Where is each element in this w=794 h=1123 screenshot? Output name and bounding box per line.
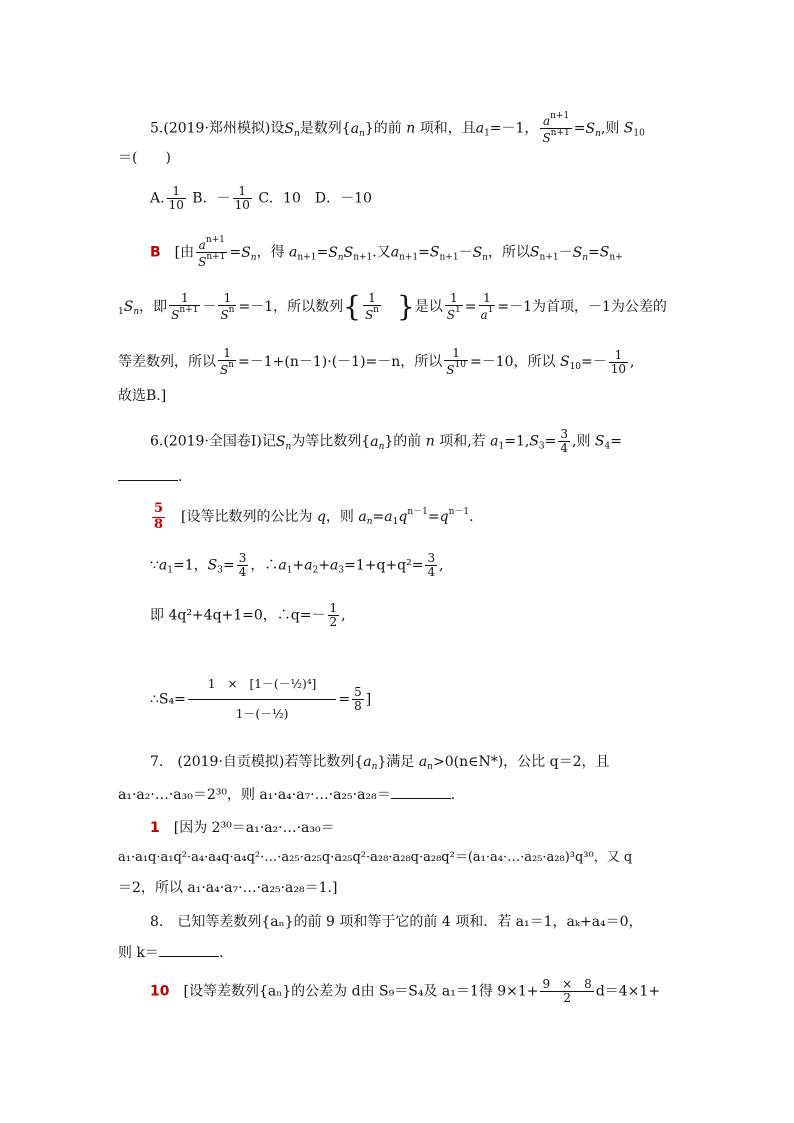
q5-solution-line4: 故选B.] xyxy=(118,388,167,404)
q6-solution-line3: 即 4q²+4q+1=0，∴q=－ $\frac{1}{2}$ , xyxy=(150,601,346,630)
q5-stem-line1: 5.(2019·郑州模拟)设$S_n$是数列$\{a_n\}$的前 n 项和，且$a_1=-1$， $\frac{a^{n+1}}{S^{n+1}}$ $=S_n$,则 $S_{10}$ xyxy=(150,111,645,146)
q5-paren: ＝( ) xyxy=(118,150,171,166)
q7-stem-line2: a₁·a₂·…·a₃₀＝2³⁰，则 a₁·a₄·a₇·…·a₂₅·a₂₈＝ . xyxy=(118,784,455,805)
answer-label: $\frac{5}{8}$ xyxy=(154,501,164,532)
fraction: $\frac{a^{n+1}}{S^{n+1}}$ xyxy=(542,111,570,146)
q7-solution-line3: ＝2，所以 a₁·a₄·a₇·…·a₂₅·a₂₈＝1.] xyxy=(118,880,338,896)
q6-solution-line4: ∴S₄= $\frac{\text{1 × [1－(－½)⁴]}}{\text{1－(－½)}}$ = $\frac{5}{8}$ ] xyxy=(150,670,371,729)
q6-stem: 6.(2019·全国卷Ⅰ)记$S_n$为等比数列$\{a_n\}$的前 n 项和,若 $a_1=1,S_3=$ $\frac{3}{4}$ ,则 $S_4=$ xyxy=(150,427,622,456)
answer-label: 1 xyxy=(150,820,160,836)
q6-solution-line2: $\because a_1=1$，$S_3=$ $\frac{3}{4}$ ，$\therefore a_1+a_2+a_3=1+q+q^2=$ $\frac{3}{4}$ , xyxy=(150,551,444,580)
q7-solution-line1: 1 [因为 2³⁰＝a₁·a₂·…·a₃₀＝ xyxy=(150,820,335,836)
q5-solution-line1: B [由 $\frac{a^{n+1}}{S^{n+1}}$ $=S_n$，得 $a_{n+1}=S_nS_{n+1}$.又$a_{n+1}=S_{n+1}-S_n$，所以$S_{n+1}-S_n=S_{n+}$ xyxy=(150,235,623,270)
q8-stem-line2: 则 k＝ . xyxy=(118,942,223,963)
q8-stem-line1: 8. 已知等差数列{aₙ}的前 9 项和等于它的前 4 项和．若 a₁＝1，aₖ+a₄＝0， xyxy=(150,914,643,930)
q7-solution-line2: a₁·a₁q·a₁q²·a₄·a₄q·a₄q²·…·a₂₅·a₂₅q·a₂₅q²·a₂₈·a₂₈q·a₂₈q²＝(a₁·a₄·…·a₂₅·a₂₈)³q³⁰，又 q xyxy=(118,850,633,865)
q6-solution-line1: $\frac{5}{8}$ [设等比数列的公比为 q，则 $a_n=a_1q^{n-1}=q^{n-1}$. xyxy=(154,501,474,532)
q7-stem-line1: 7. (2019·自贡模拟)若等比数列$\{a_n\}$满足 $a_n>0(n\in N*)$，公比 q＝2，且 xyxy=(150,754,610,772)
answer-label: 10 xyxy=(150,983,170,1000)
q5-solution-line3: 等差数列，所以 $\frac{1}{S^n}$ =－1+(n－1)·(－1)=－n，所以 $\frac{1}{S^{10}}$ =－10，所以 $S_{10}=-$ $\frac{1}{10}$ , xyxy=(118,346,635,378)
q5-solution-line2: $_1S_n$，即 $\frac{1}{S^{n+1}}$ － $\frac{1}{S^n}$ =－1，所以数列{ $\frac{1}{S^n}$ }是以 $\frac{1}{S^1}$ = $\frac{1}{a^1}$ =－1为首项，－1为公差的 xyxy=(118,290,667,324)
answer-label: B xyxy=(150,244,161,261)
q5-options: A. $\frac{1}{10}$ B．－ $\frac{1}{10}$ C．10 D．－10 xyxy=(150,184,372,213)
q8-solution-line1: 10 [设等差数列{aₙ}的公差为 d由 S₉＝S₄及 a₁＝1得 9×1+ $\frac{9 \times 8}{2}$ d＝4×1+ xyxy=(150,977,661,1006)
q6-answer-blank: . xyxy=(118,466,182,487)
